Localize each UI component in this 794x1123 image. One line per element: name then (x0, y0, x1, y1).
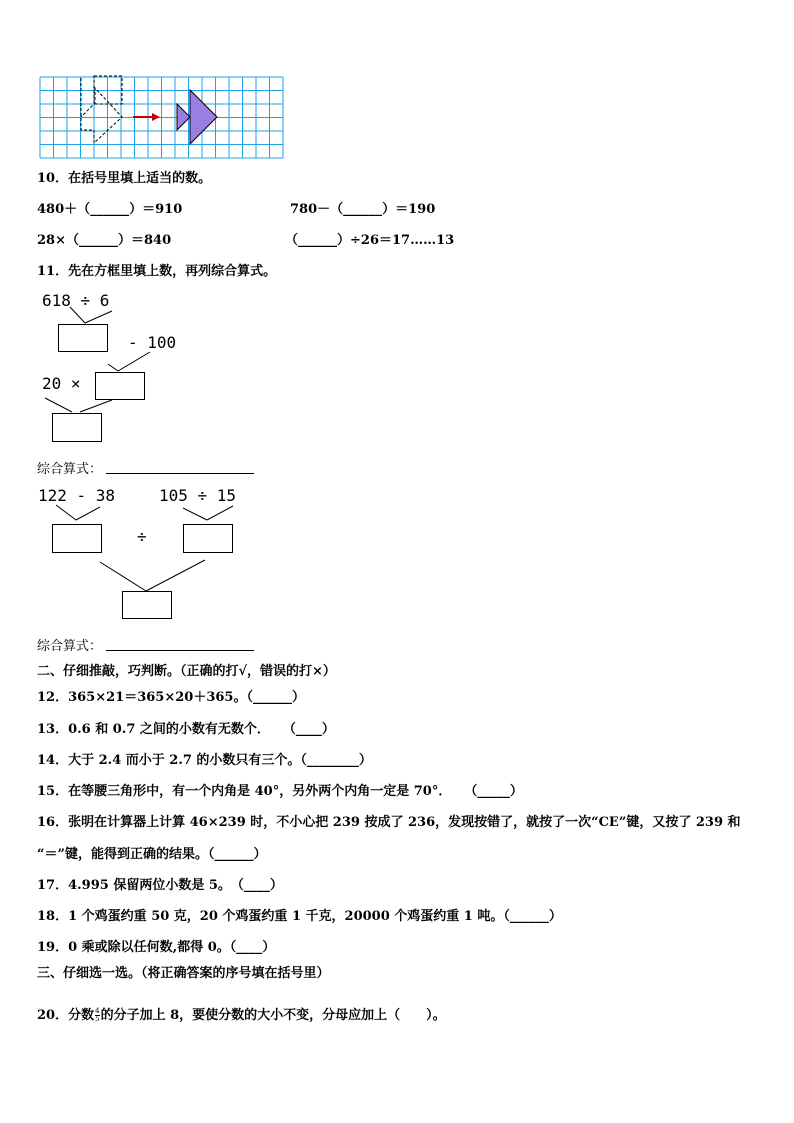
tree1-expr: 618 ÷ 6 (42, 291, 110, 310)
tree2-box-left[interactable] (52, 524, 102, 553)
tree2-op: ÷ (137, 527, 147, 546)
tree1-box-difference[interactable] (95, 372, 145, 400)
tree1-minus: - 100 (128, 333, 177, 352)
judge-item-13: 13．0.6 和 0.7 之间的小数有无数个． （____） (37, 722, 335, 737)
judge-item-17: 17．4.995 保留两位小数是 5。 （____） (37, 878, 283, 893)
tree2-box-right[interactable] (183, 524, 233, 553)
combined-label-2: 综合算式： (37, 639, 103, 654)
section2-title: 二、仔细推敲，巧判断。（正确的打√，错误的打×） (37, 664, 336, 679)
judge-item-15: 15．在等腰三角形中，有一个内角是 40°，另外两个内角一定是 70°． （_____） (37, 784, 523, 799)
judge-item-16: 16．张明在计算器上计算 46×239 时，不小心把 239 按成了 236，发现按错了，就按了一次“CE”键，又按了 239 和 (37, 815, 741, 830)
section3-title: 三、仔细选一选。（将正确答案的序号填在括号里） (37, 966, 330, 981)
tree1-box-product[interactable] (52, 413, 102, 442)
q20-denominator: 5 (95, 1015, 100, 1023)
judge-item-16-cont: “＝”键，能得到正确的结果。（______） (37, 847, 267, 862)
judge-item-14: 14．大于 2.4 而小于 2.7 的小数只有三个。（________） (37, 753, 372, 768)
judge-item-12: 12．365×21＝365×20＋365。（______） (37, 690, 305, 705)
q11-title: 11．先在方框里填上数，再列综合算式。 (37, 264, 277, 279)
q20-prefix: 20．分数 (37, 1008, 95, 1023)
q20-numerator: 4 (95, 1007, 100, 1015)
combined-answer-line-2[interactable] (106, 650, 254, 651)
combined-label-1: 综合算式： (37, 462, 103, 477)
q20-fraction (95, 1008, 99, 1023)
q10-row2a: 28×（______）＝840 (37, 233, 172, 248)
tree1-times: 20 × (42, 374, 81, 393)
tree2-box-result[interactable] (122, 591, 172, 619)
tree1-box-quotient[interactable] (58, 324, 108, 352)
tree2-left: 122 - 38 (38, 486, 116, 505)
q20-suffix: 的分子加上 8，要使分数的大小不变，分母应加上（ ）。 (100, 1008, 446, 1023)
q10-row1b: 780－（______）＝190 (290, 202, 436, 217)
q10-title: 10．在括号里填上适当的数。 (37, 171, 212, 186)
combined-answer-line-1[interactable] (106, 473, 254, 474)
q10-row2b: （______）÷26＝17……13 (285, 233, 455, 248)
judge-item-18: 18．1 个鸡蛋约重 50 克，20 个鸡蛋约重 1 千克，20000 个鸡蛋约重 1 吨。（______） (37, 909, 562, 924)
choice-item-20 (37, 1004, 446, 1023)
judge-item-19: 19．0 乘或除以任何数,都得 0。（____） (37, 940, 276, 955)
q10-row1a: 480＋（______）＝910 (37, 202, 183, 217)
tree2-right: 105 ÷ 15 (159, 486, 237, 505)
